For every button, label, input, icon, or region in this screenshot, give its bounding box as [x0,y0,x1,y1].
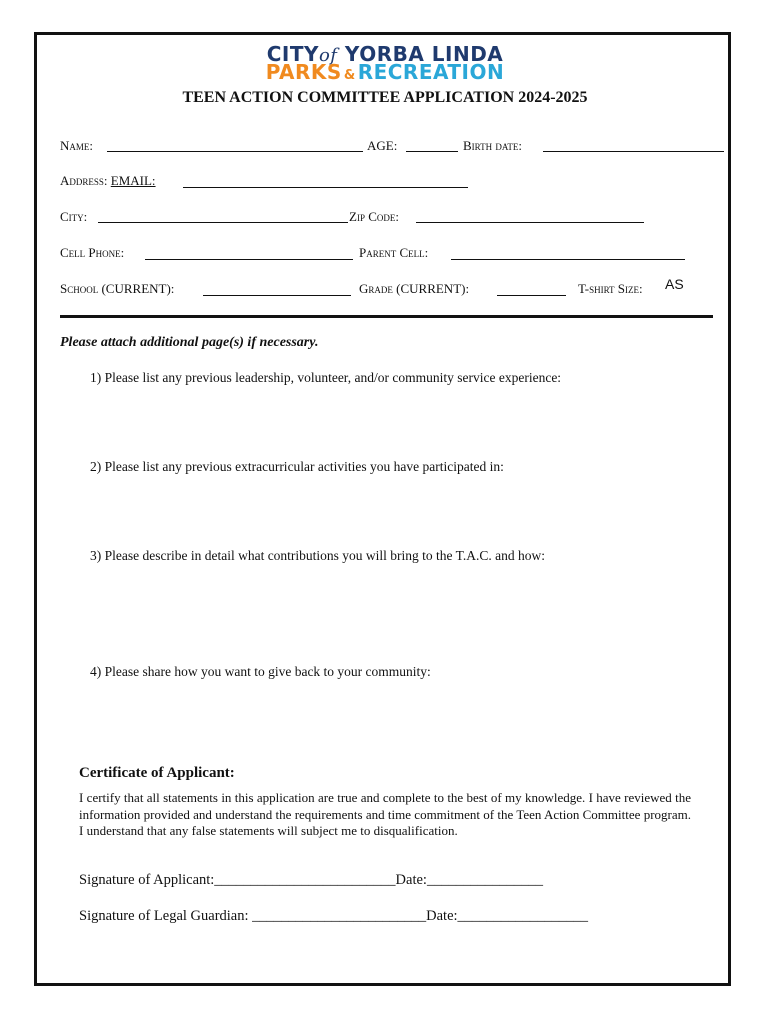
name-field[interactable] [107,151,363,152]
birth-date-field[interactable] [543,151,724,152]
email-field[interactable] [183,187,468,188]
question-4: 4) Please share how you want to give back to your community: [90,664,431,679]
city-field[interactable] [98,222,348,223]
zip-code-label: Zip Code: [349,209,399,224]
birth-date-label: Birth date: [463,138,522,153]
cell-phone-label: Cell Phone: [60,245,125,260]
age-field[interactable] [406,151,458,152]
zip-code-field[interactable] [416,222,644,223]
logo-of: of [318,45,338,66]
logo-city: CITY [266,42,319,66]
certificate-text: I certify that all statements in this application are true and complete to the best of my knowledge. I have reviewed the information provided and understand the requirements and time commitment of the Teen Action Committee program. I understand that any false statements will subject me to disqualification. [79,790,691,838]
cell-phone-field[interactable] [145,259,353,260]
parent-cell-label: Parent Cell: [359,245,429,260]
guardian-signature-line[interactable]: Signature of Legal Guardian: ________________________Date:__________________ [79,908,589,924]
address-email-label [60,173,156,189]
question-3: 3) Please describe in detail what contributions you will bring to the T.A.C. and how: [90,548,546,563]
city-label: City: [60,209,88,224]
school-field[interactable] [203,295,351,296]
applicant-signature-line[interactable]: Signature of Applicant:_________________________Date:________________ [79,872,543,888]
question-1: 1) Please list any previous leadership, volunteer, and/or community service experience: [90,370,562,385]
tshirt-size-value[interactable]: AS [665,276,684,292]
grade-field[interactable] [497,295,566,296]
grade-label: Grade (CURRENT): [359,281,470,296]
city-logo-line2 [0,60,770,84]
attach-note: Please attach additional page(s) if necessary. [60,335,319,350]
name-label: Name: [60,138,93,153]
logo-amp: & [343,68,356,83]
tshirt-size-label: T-shirt Size: [578,281,643,296]
section-divider [60,315,713,318]
page-title: TEEN ACTION COMMITTEE APPLICATION 2024-2025 [182,89,588,106]
logo-yorba-linda: YORBA LINDA [344,42,504,66]
age-label: AGE: [367,138,398,153]
question-2: 2) Please list any previous extracurricular activities you have participated in: [90,459,504,474]
parent-cell-field[interactable] [451,259,685,260]
school-label: School (CURRENT): [60,281,175,296]
certificate-heading: Certificate of Applicant: [79,765,235,781]
logo-recreation: RECREATION [357,60,505,84]
email-label: EMAIL: [110,173,156,188]
logo-parks: PARKS [265,60,342,84]
address-label: Address: [60,173,111,188]
